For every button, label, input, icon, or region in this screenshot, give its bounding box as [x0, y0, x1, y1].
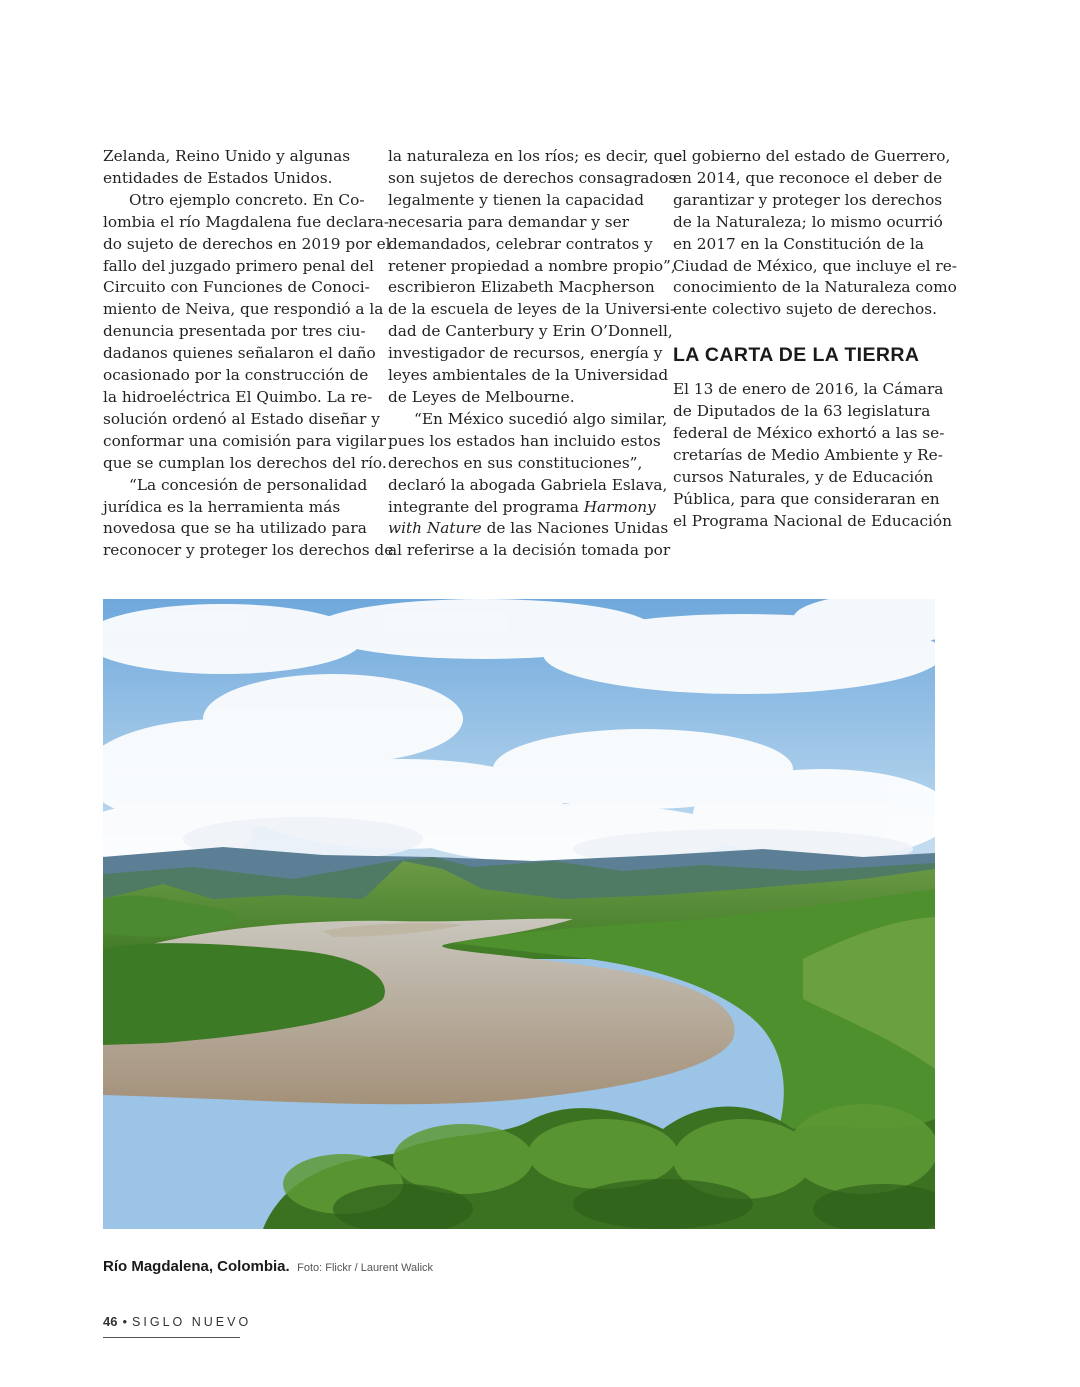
text-line: entidades de Estados Unidos.: [103, 168, 333, 187]
text-line: [388, 518, 669, 540]
text-line: Zelanda, Reino Unido y algunas: [103, 147, 351, 165]
article-column-1: [103, 146, 394, 562]
text-run: de las Naciones Unidas: [481, 519, 669, 538]
text-line: de la escuela de leyes de la Universi-: [388, 300, 676, 319]
text-line: dadanos quienes señalaron el daño: [103, 344, 376, 363]
text-line: en 2014, que reconoce el deber de: [673, 168, 943, 187]
text-line: conocimiento de la Naturaleza como: [673, 278, 957, 297]
text-line: dad de Canterbury y Erin O’Donnell,: [388, 322, 673, 341]
text-line: El 13 de enero de 2016, la Cámara: [673, 380, 944, 399]
page-number: 46: [103, 1314, 118, 1329]
text-line: miento de Neiva, que respondió a la: [103, 300, 384, 319]
text-line: lombia el río Magdalena fue declara-: [103, 212, 390, 231]
text-line: la hidroeléctrica El Quimbo. La re-: [103, 387, 373, 406]
text-line: al referirse a la decisión tomada por: [388, 541, 671, 560]
text-line: Ciudad de México, que incluye el re-: [673, 256, 957, 275]
text-line: necesaria para demandar y ser: [388, 212, 630, 231]
river-landscape-photo: [103, 599, 935, 1229]
text-line: la naturaleza en los ríos; es decir, que: [388, 147, 683, 165]
text-line: denuncia presentada por tres ciu-: [103, 322, 366, 341]
text-line: ente colectivo sujeto de derechos.: [673, 300, 937, 319]
bullet-separator: •: [122, 1314, 128, 1329]
text-line: escribieron Elizabeth Macpherson: [388, 278, 655, 297]
italic-program-name: Harmony: [583, 497, 656, 516]
text-run: integrante del programa: [388, 497, 584, 516]
text-line: de la Naturaleza; lo mismo ocurrió: [673, 212, 943, 231]
text-line: que se cumplan los derechos del río.: [103, 453, 387, 472]
text-line: ocasionado por la construcción de: [103, 366, 369, 385]
text-line: derechos en sus constituciones”,: [388, 453, 643, 472]
river-landscape-illustration: [103, 599, 935, 1229]
text-line: jurídica es la herramienta más: [103, 497, 341, 516]
text-line: cretarías de Medio Ambiente y Re-: [673, 445, 943, 464]
text-line: el Programa Nacional de Educación: [673, 511, 952, 530]
text-line: retener propiedad a nombre propio”,: [388, 256, 676, 275]
text-line: garantizar y proteger los derechos: [673, 190, 943, 209]
text-line: leyes ambientales de la Universidad: [388, 366, 669, 385]
text-line: reconocer y proteger los derechos de: [103, 541, 394, 560]
page-footer: [103, 1314, 251, 1329]
text-line: legalmente y tienen la capacidad: [388, 190, 645, 209]
text-line: de Diputados de la 63 legislatura: [673, 402, 931, 421]
text-line: investigador de recursos, energía y: [388, 344, 663, 363]
text-line: cursos Naturales, y de Educación: [673, 467, 934, 486]
text-line: solución ordenó al Estado diseñar y: [103, 409, 380, 428]
text-line: Pública, para que consideraran en: [673, 489, 940, 508]
text-line: pues los estados han incluido estos: [388, 431, 661, 450]
photo-credit: Foto: Flickr / Laurent Walick: [297, 1262, 434, 1274]
text-line: “En México sucedió algo similar,: [414, 409, 668, 428]
text-line: “La concesión de personalidad: [129, 475, 368, 494]
caption-title: Río Magdalena, Colombia.: [103, 1258, 290, 1275]
magazine-name: SIGLO NUEVO: [132, 1315, 252, 1329]
text-line: [388, 497, 656, 519]
text-line: Otro ejemplo concreto. En Co-: [129, 190, 365, 209]
text-line: declaró la abogada Gabriela Eslava,: [388, 475, 668, 494]
text-line: do sujeto de derechos en 2019 por el: [103, 234, 391, 253]
text-line: conformar una comisión para vigilar: [103, 431, 386, 450]
text-line: demandados, celebrar contratos y: [388, 234, 653, 253]
text-line: novedosa que se ha utilizado para: [103, 519, 367, 538]
text-line: son sujetos de derechos consagrados: [388, 168, 677, 187]
article-column-3: [673, 146, 957, 533]
text-line: en 2017 en la Constitución de la: [673, 234, 924, 253]
footer-rule: [103, 1337, 240, 1338]
article-column-2: [388, 146, 683, 562]
text-line: fallo del juzgado primero penal del: [103, 256, 374, 275]
text-line: federal de México exhortó a las se-: [673, 424, 945, 443]
text-line: de Leyes de Melbourne.: [388, 387, 575, 406]
italic-program-name: with Nature: [388, 519, 482, 538]
section-heading: LA CARTA DE LA TIERRA: [673, 344, 920, 367]
text-line: Circuito con Funciones de Conoci-: [103, 278, 370, 297]
photo-caption: [103, 1258, 433, 1276]
text-line: el gobierno del estado de Guerrero,: [673, 147, 951, 165]
